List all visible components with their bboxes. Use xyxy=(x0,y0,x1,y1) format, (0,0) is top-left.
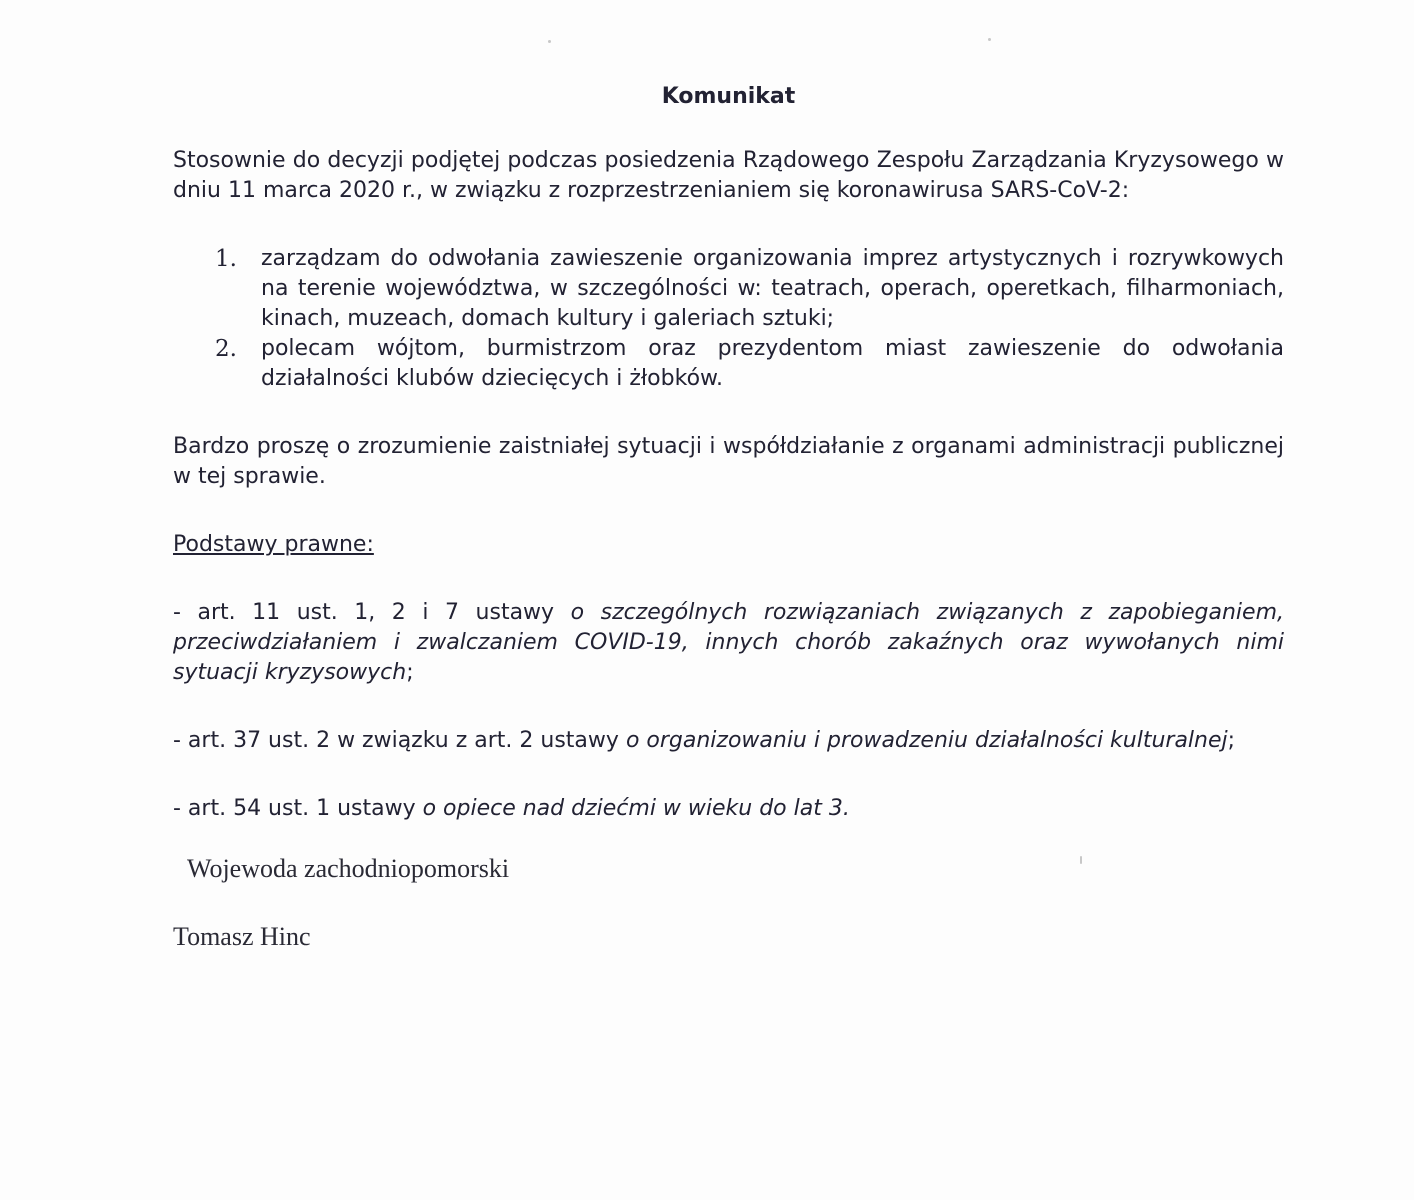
intro-paragraph: Stosownie do decyzji podjętej podczas posiedzenia Rządowego Zespołu Zarządzania Kryzysowego w dniu 11 marca 2020 r., w związku z rozprzestrzenianiem się koronawirusa SARS-CoV-2: xyxy=(173,148,1284,203)
legal-basis-act: o organizowaniu i prowadzeniu działalności kulturalnej xyxy=(625,728,1228,753)
signatory-office: Wojewoda zachodniopomorski xyxy=(187,854,510,883)
list-item xyxy=(173,244,1284,334)
scan-speck xyxy=(548,40,551,43)
document-body xyxy=(173,84,1284,952)
legal-basis-heading: Podstawy prawne: xyxy=(173,532,374,557)
legal-basis-suffix: ; xyxy=(1227,728,1236,753)
list-item xyxy=(173,334,1284,394)
legal-basis-prefix: - art. 54 ust. 1 ustawy xyxy=(173,796,423,821)
legal-basis-act: o opiece nad dziećmi w wieku do lat 3. xyxy=(422,796,850,821)
closing-paragraph: Bardzo proszę o zrozumienie zaistniałej sytuacji i współdziałanie z organami administracji publicznej w tej sprawie. xyxy=(173,434,1284,489)
legal-basis-item xyxy=(173,726,1284,756)
list-item-text: zarządzam do odwołania zawieszenie organizowania imprez artystycznych i rozrywkowych na terenie województwa, w szczególności w: teatrach, operach, operetkach, filharmoniach, kinach, muzeach, domach kultury i galeriach sztuki; xyxy=(261,246,1284,331)
legal-basis-prefix: - art. 11 ust. 1, 2 i 7 ustawy xyxy=(173,600,571,625)
signatory-name: Tomasz Hinc xyxy=(173,922,311,951)
document-title: Komunikat xyxy=(661,84,796,109)
legal-basis-prefix: - art. 37 ust. 2 w związku z art. 2 ustawy xyxy=(173,728,626,753)
legal-basis-suffix: ; xyxy=(406,660,414,685)
legal-basis-item xyxy=(173,598,1284,688)
legal-basis-act: o szczególnych rozwiązaniach związanych z zapobieganiem, przeciwdziałaniem i zwalczaniem COVID-19, innych chorób zakaźnych oraz wywołanych nimi sytuacji kryzysowych xyxy=(173,600,1284,685)
scan-speck xyxy=(988,38,991,41)
list-item-text: polecam wójtom, burmistrzom oraz prezydentom miast zawieszenie do odwołania działalności klubów dziecięcych i żłobków. xyxy=(261,336,1284,391)
decision-list xyxy=(173,244,1284,394)
legal-basis-item xyxy=(173,794,1284,824)
list-item-number: 2. xyxy=(215,336,237,362)
list-item-number: 1. xyxy=(215,246,237,272)
